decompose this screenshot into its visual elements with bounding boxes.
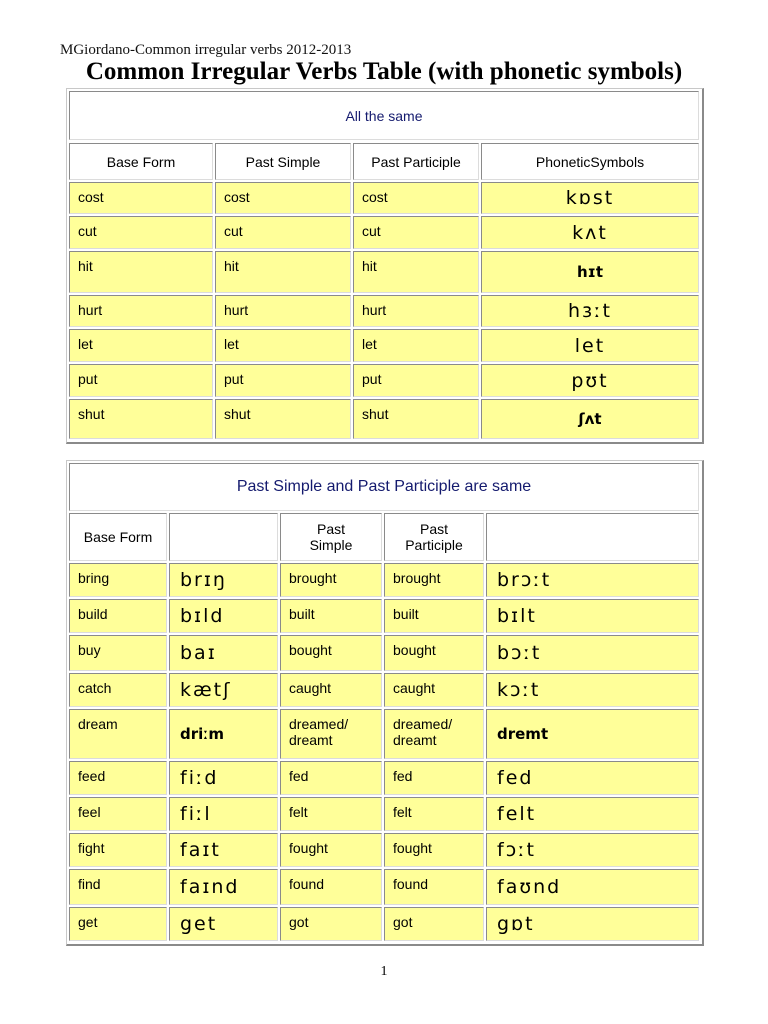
- table-cell-base-phonetic: driːm: [169, 709, 278, 759]
- table-cell-past: built: [280, 599, 382, 633]
- table-cell-base: feel: [69, 797, 167, 831]
- table-cell-base: get: [69, 907, 167, 941]
- table-cell-base: buy: [69, 635, 167, 671]
- table-cell-base-phonetic: get: [169, 907, 278, 941]
- table-cell-base: feed: [69, 761, 167, 795]
- table-cell-base: cost: [69, 182, 213, 214]
- table-cell-participle: fought: [384, 833, 484, 867]
- table-cell-phonetic: ʃʌt: [481, 399, 699, 439]
- table-cell-past: felt: [280, 797, 382, 831]
- column-header-base-form: Base Form: [69, 143, 213, 180]
- table-cell-base: dream: [69, 709, 167, 759]
- table-cell-participle: found: [384, 869, 484, 905]
- table-caption: Past Simple and Past Participle are same: [69, 463, 699, 511]
- document-header: MGiordano-Common irregular verbs 2012-2013: [60, 42, 352, 58]
- table-cell-past: caught: [280, 673, 382, 707]
- table-caption: All the same: [69, 91, 699, 140]
- table-cell-past: bought: [280, 635, 382, 671]
- column-header-phonetic-symbols: PhoneticSymbols: [481, 143, 699, 180]
- table-cell-base: catch: [69, 673, 167, 707]
- table-cell-past: shut: [215, 399, 351, 439]
- table-cell-past: brought: [280, 563, 382, 597]
- table-cell-participle: got: [384, 907, 484, 941]
- column-header-base-phonetic: [169, 513, 278, 561]
- table-cell-base-phonetic: brɪŋ: [169, 563, 278, 597]
- table-cell-past: hurt: [215, 295, 351, 327]
- table-cell-past: fed: [280, 761, 382, 795]
- table-cell-base-phonetic: baɪ: [169, 635, 278, 671]
- table-cell-base: shut: [69, 399, 213, 439]
- table-past-simple-and-participle-same: [66, 460, 704, 946]
- table-cell-past: cut: [215, 216, 351, 249]
- column-header-base-form: Base Form: [69, 513, 167, 561]
- table-cell-past-phonetic: bɔːt: [486, 635, 699, 671]
- column-header-past-participle: Past Participle: [384, 513, 484, 561]
- table-cell-base: build: [69, 599, 167, 633]
- column-header-past-simple: Past Simple: [280, 513, 382, 561]
- table-cell-past-phonetic: faʊnd: [486, 869, 699, 905]
- table-cell-base-phonetic: bɪld: [169, 599, 278, 633]
- table-cell-past: put: [215, 364, 351, 397]
- table-cell-participle: let: [353, 329, 479, 362]
- table-cell-base-phonetic: faɪnd: [169, 869, 278, 905]
- table-cell-phonetic: hɪt: [481, 251, 699, 293]
- table-cell-base-phonetic: fiːd: [169, 761, 278, 795]
- table-all-the-same: [66, 88, 704, 444]
- table-cell-participle: put: [353, 364, 479, 397]
- column-header-past-simple: Past Simple: [215, 143, 351, 180]
- table-cell-base: bring: [69, 563, 167, 597]
- table-cell-past: cost: [215, 182, 351, 214]
- table-cell-past: dreamed/ dreamt: [280, 709, 382, 759]
- document-title: Common Irregular Verbs Table (with phonetic symbols): [85, 58, 683, 85]
- table-cell-participle: shut: [353, 399, 479, 439]
- table-cell-base-phonetic: kætʃ: [169, 673, 278, 707]
- table-cell-phonetic: let: [481, 329, 699, 362]
- table-cell-phonetic: kɒst: [481, 182, 699, 214]
- table-cell-past: got: [280, 907, 382, 941]
- table-cell-participle: built: [384, 599, 484, 633]
- page-number: 1: [380, 964, 388, 979]
- table-cell-base: put: [69, 364, 213, 397]
- table-cell-participle: brought: [384, 563, 484, 597]
- table-cell-base: cut: [69, 216, 213, 249]
- table-cell-base: hurt: [69, 295, 213, 327]
- table-cell-participle: felt: [384, 797, 484, 831]
- table-cell-past: hit: [215, 251, 351, 293]
- table-cell-phonetic: hɜːt: [481, 295, 699, 327]
- table-cell-participle: bought: [384, 635, 484, 671]
- table-cell-base: find: [69, 869, 167, 905]
- table-cell-participle: caught: [384, 673, 484, 707]
- table-cell-base-phonetic: fiːl: [169, 797, 278, 831]
- table-cell-participle: hurt: [353, 295, 479, 327]
- table-cell-participle: dreamed/ dreamt: [384, 709, 484, 759]
- table-cell-participle: cut: [353, 216, 479, 249]
- table-cell-past-phonetic: dremt: [486, 709, 699, 759]
- table-cell-past-phonetic: brɔːt: [486, 563, 699, 597]
- table-cell-past: found: [280, 869, 382, 905]
- table-cell-past-phonetic: fɔːt: [486, 833, 699, 867]
- table-cell-past: fought: [280, 833, 382, 867]
- table-cell-past-phonetic: felt: [486, 797, 699, 831]
- table-cell-base: fight: [69, 833, 167, 867]
- table-cell-participle: hit: [353, 251, 479, 293]
- table-cell-base: hit: [69, 251, 213, 293]
- table-cell-participle: fed: [384, 761, 484, 795]
- table-cell-past-phonetic: fed: [486, 761, 699, 795]
- column-header-past-phonetic: [486, 513, 699, 561]
- table-cell-base: let: [69, 329, 213, 362]
- table-cell-participle: cost: [353, 182, 479, 214]
- table-cell-past: let: [215, 329, 351, 362]
- table-cell-past-phonetic: gɒt: [486, 907, 699, 941]
- table-cell-phonetic: kʌt: [481, 216, 699, 249]
- table-cell-past-phonetic: bɪlt: [486, 599, 699, 633]
- table-cell-base-phonetic: faɪt: [169, 833, 278, 867]
- column-header-past-participle: Past Participle: [353, 143, 479, 180]
- table-cell-past-phonetic: kɔːt: [486, 673, 699, 707]
- table-cell-phonetic: pʊt: [481, 364, 699, 397]
